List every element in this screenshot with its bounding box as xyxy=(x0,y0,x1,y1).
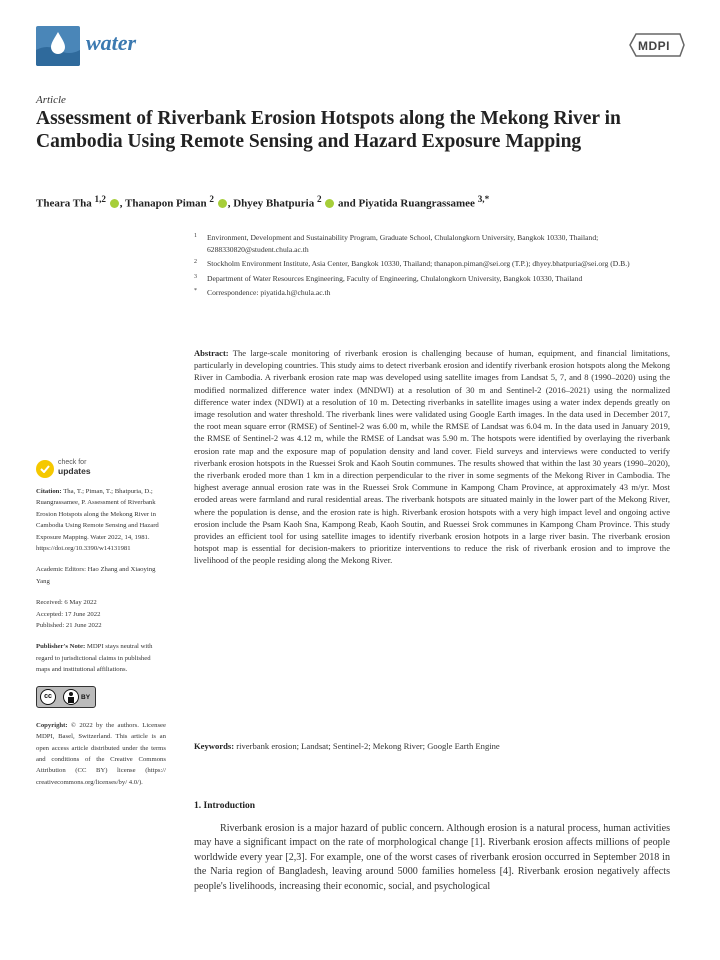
affiliation-item xyxy=(194,258,664,270)
affiliation-text: Environment, Development and Sustainability Program, Graduate School, Chulalongkorn University, Bangkok 10330, Thailand; 6288330820@student.chula.ac.th xyxy=(207,233,599,254)
affiliation-number: * xyxy=(194,288,197,294)
cc-icon: cc xyxy=(40,689,56,705)
author-separator: and xyxy=(335,197,359,210)
publication-dates xyxy=(36,597,166,631)
academic-editors: Academic Editors: Hao Zhang and Xiaoying Yang xyxy=(36,566,156,585)
abstract-text: The large-scale monitoring of riverbank erosion is challenging because of human, equipment, and financial limitations, particularly in developing countries. This study aims to detect riverbank erosion and identify riverbank erosion hotspots along the Mekong River in Cambodia. A riverbank erosion rate map was developed using satellite images from Landsat 5, 7, and 8 (1990–2020) using the modified normalized difference water index (MNDWI) at a resolution of 30 m and Sentinel-2 (2016–2021) using the normalized difference water index (NDWI) at a resolution of 10 m. Detecting riverbanks in satellite images using a water index depends greatly on image resolution and water threshold. The riverbank lines were validated using Google Earth images. In the data used in December 2017, the root mean square error (RMSE) of Sentinel-2 was 6.00 m, while the RMSE of Landsat was 6.04 m. In the data used in January 2019, the RMSE of Sentinel-2 was 4.12 m, while the RMSE of Landsat was 5.90 m. The hotspots were identified by overlaying the riverbank erosion rate map and the exposure map of population density and land cover. Field surveys and interviews were conducted to verify riverbank erosion hotspots in the Ruessei Srok and Kaoh Soutin communes. The results showed that within the last 30 years (1990–2020), the riverbank eroded more than 1 km in a direction perpendicular to the river in some segments of the Mekong River in Cambodia. The highest average annual erosion rate was in the Ruessei Srok Commune in Kampong Cham Province, at approximately 43 m/yr. Most eroded areas were farmland and rural residential areas. The riverbank hotspots are situated mainly in the lower part of the Mekong River, where the population is dense, and the erosion rate is high. Riverbank erosion hotspots with a very high impact level and ongoing active erosion include the Psam Kaoh Sna, Kampong Reab, Kaoh Soutin, and Ruessei Srok communes in Kampong Cham Province. This study provides an efficient tool for using satellite images to identify riverbank erosion hotpots in a large river basin. The riverbank erosion hotspot map is essential for decision-makers to prioritize interventions to reduce the risk of riverbank erosion and to improve the livelihood of the people residing along the Mekong River. xyxy=(194,348,671,566)
publisher-name: MDPI xyxy=(638,39,670,53)
author-separator: , xyxy=(227,197,234,210)
citation-block xyxy=(36,486,166,554)
author-affiliation-sup: 2 xyxy=(316,194,322,204)
cc-by-license-icon[interactable] xyxy=(36,686,96,708)
article-type: Article xyxy=(36,94,66,106)
received-date: Received: 6 May 2022 xyxy=(36,599,97,607)
copyright-label: Copyright: xyxy=(36,721,68,729)
author-affiliation-sup: 2 xyxy=(209,194,214,204)
publisher-note-text: MDPI stays neutral with regard to jurisdictional claims in published maps and institutional affiliations. xyxy=(36,643,153,674)
affiliation-text: Stockholm Environment Institute, Asia Center, Bangkok 10330, Thailand; thanapon.piman@sei.org (T.P.); dhyey.bhatpuria@sei.org (D.B.) xyxy=(207,259,630,268)
affiliation-number: 3 xyxy=(194,273,197,280)
cc-by-label: BY xyxy=(81,693,91,701)
citation-text[interactable]: Tha, T.; Piman, T.; Bhatpuria, D.; Ruangrassamee, P. Assessment of Riverbank Erosion Hotspots along the Mekong River in Cambodia Using Remote Sensing and Hazard Exposure Mapping. Water 2022, 14, 1981. https://doi.org/10.3390/w14131981 xyxy=(36,488,159,553)
orcid-icon[interactable] xyxy=(110,199,119,208)
accepted-date: Accepted: 17 June 2022 xyxy=(36,610,101,618)
author-list xyxy=(36,194,676,210)
author-name[interactable]: Piyatida Ruangrassamee xyxy=(358,197,475,210)
published-date: Published: 21 June 2022 xyxy=(36,622,102,630)
publisher-note xyxy=(36,641,166,675)
journal-header xyxy=(36,22,686,70)
check-updates-top: check for xyxy=(58,459,87,466)
abstract-label: Abstract: xyxy=(194,348,229,358)
author-name[interactable]: Dhyey Bhatpuria xyxy=(233,197,315,210)
section-heading-introduction: 1. Introduction xyxy=(194,801,256,811)
keywords-label: Keywords: xyxy=(194,741,235,751)
citation-label: Citation: xyxy=(36,488,62,495)
keywords-text: riverbank erosion; Landsat; Sentinel-2; Mekong River; Google Earth Engine xyxy=(236,741,500,751)
author-name[interactable]: Thanapon Piman xyxy=(125,197,207,210)
affiliation-number: 1 xyxy=(194,233,197,239)
copyright-text: © 2022 by the authors. Licensee MDPI, Basel, Switzerland. This article is an open access article distributed under the terms and conditions of the Creative Commons Attribution (CC BY) license (https:// creativecommons.org/licenses/by/ 4.0/). xyxy=(36,721,166,786)
affiliation-item xyxy=(194,232,664,255)
publisher-note-label: Publisher's Note: xyxy=(36,643,86,651)
author-name[interactable]: Theara Tha xyxy=(36,197,92,210)
affiliations xyxy=(194,232,664,302)
orcid-icon[interactable] xyxy=(218,199,227,208)
article-title: Assessment of Riverbank Erosion Hotspots along the Mekong River in Cambodia Using Remote Sensing and Hazard Exposure Mapping xyxy=(36,108,621,152)
mdpi-logo[interactable] xyxy=(624,32,686,58)
affiliation-item xyxy=(194,287,664,299)
affiliation-number: 2 xyxy=(194,259,197,265)
copyright-block xyxy=(36,720,166,788)
attribution-person-icon xyxy=(63,689,79,705)
check-updates-label xyxy=(58,458,91,477)
check-updates-bottom: updates xyxy=(58,466,91,476)
author-affiliation-sup: 3,* xyxy=(477,194,490,204)
abstract xyxy=(194,347,670,567)
check-for-updates-badge[interactable] xyxy=(36,458,166,480)
water-journal-logo[interactable] xyxy=(36,26,80,66)
check-updates-icon xyxy=(36,460,54,478)
introduction-paragraph: Riverbank erosion is a major hazard of public concern. Although erosion is a natural process, human activities may have a significant impact on the rate of morphological change [1]. Riverbank erosion affects millions of people worldwide every year [2,3]. For example, one of the worst cases of riverbank erosion occurred in September 2018 in the Naria region of Bangladesh, leaving around 5000 families homeless [4]. Riverbank erosion negatively affects people's livelihoods, increasing their economic, social, and psychological xyxy=(194,823,670,892)
affiliation-item xyxy=(194,273,664,285)
author-affiliation-sup: 1,2 xyxy=(94,194,106,204)
water-drop-icon xyxy=(36,26,80,66)
affiliation-text: Department of Water Resources Engineering, Faculty of Engineering, Chulalongkorn University, Bangkok 10330, Thailand xyxy=(207,273,583,283)
article-sidebar xyxy=(36,458,166,788)
correspondence-text: Correspondence: piyatida.h@chula.ac.th xyxy=(207,288,331,297)
orcid-icon[interactable] xyxy=(325,199,334,208)
author-separator: , xyxy=(119,197,125,210)
journal-name[interactable]: water xyxy=(86,30,137,55)
keywords xyxy=(194,741,670,751)
